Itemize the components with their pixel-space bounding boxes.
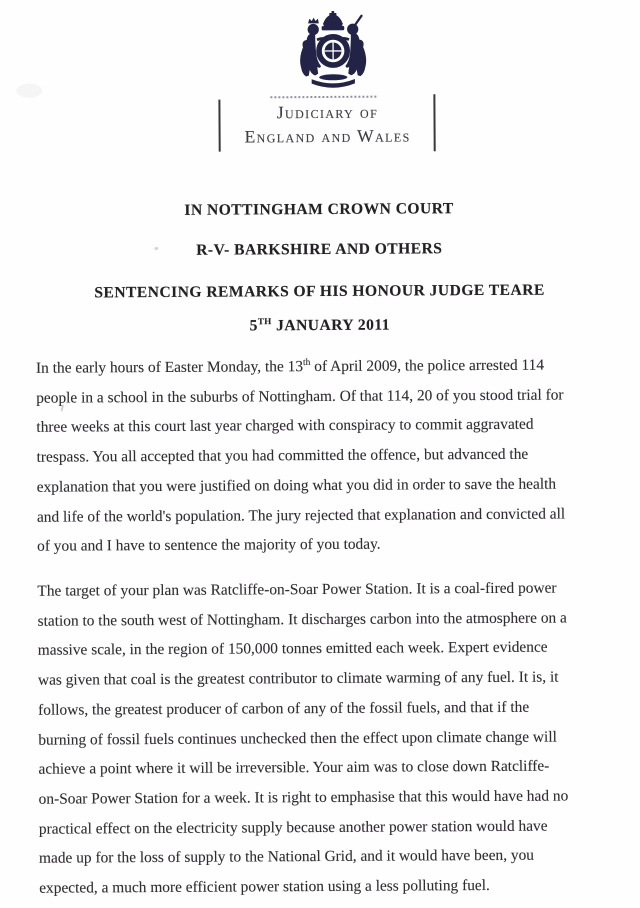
date-day: 5 — [249, 317, 258, 335]
text-line: was given that coal is the greatest contributor to climate warming of any fuel. It is, it — [37, 668, 559, 689]
date-ordinal: TH — [257, 316, 272, 327]
text-line: on-Soar Power Station for a week. It is right to emphasise that this would have had no — [38, 787, 569, 808]
text-line: of you and I have to sentence the majority of you today. — [37, 535, 381, 555]
text-line: and life of the world's population. The jury rejected that explanation and convicted all — [36, 505, 566, 526]
court-title: IN NOTTINGHAM CROWN COURT — [184, 200, 454, 219]
scan-artifact — [16, 84, 42, 98]
text-segment: of April 2009, the police arrested 114 — [310, 356, 545, 376]
case-name: R-V- BARKSHIRE AND OTHERS — [196, 240, 443, 259]
org-name-line2: England and Wales — [244, 125, 411, 147]
hearing-date — [0, 315, 640, 337]
text-line: made up for the loss of supply to the National Grid, and it would have been, you — [38, 847, 535, 868]
body-paragraph-2 — [37, 573, 614, 903]
date-rest: JANUARY 2011 — [271, 316, 391, 335]
right-bracket-divider — [433, 94, 435, 151]
text-line: massive scale, in the region of 150,000 tonnes emitted each week. Expert evidence — [37, 639, 548, 660]
remarks-title: SENTENCING REMARKS OF HIS HONOUR JUDGE TEARE — [94, 281, 545, 302]
text-line: station to the south west of Nottingham. It discharges carbon into the atmosphere on a — [37, 609, 567, 630]
text-line: explanation that you were justified on doing what you did in order to save the health — [36, 475, 557, 496]
scan-artifact — [154, 247, 158, 250]
text-line: three weeks at this court last year charged with conspiracy to commit aggravated — [36, 416, 534, 437]
text-line: practical effect on the electricity supply because another power station would have — [38, 817, 548, 838]
text-line: people in a school in the suburbs of Nottingham. Of that 114, 20 of you stood trial for — [36, 386, 564, 407]
left-bracket-divider — [218, 100, 220, 152]
org-name-line1: Judiciary of — [276, 101, 379, 123]
text-segment: In the early hours of Easter Monday, the 13 — [35, 358, 304, 377]
royal-coat-of-arms-icon — [286, 10, 381, 95]
text-line: burning of fossil fuels continues unchecked then the effect upon climate change will — [38, 728, 557, 749]
text-line: achieve a point where it will be irreversible. Your aim was to close down Ratcliffe- — [38, 757, 550, 778]
text-line: The target of your plan was Ratcliffe-on-Soar Power Station. It is a coal-fired power — [37, 579, 557, 600]
crest-dotted-divider — [270, 96, 376, 99]
org-name — [224, 99, 430, 148]
text-line: expected, a much more efficient power station using a less polluting fuel. — [39, 877, 490, 897]
body-paragraph-1 — [36, 350, 612, 561]
ordinal-superscript: th — [302, 357, 311, 368]
text-line — [36, 350, 611, 383]
text-line: follows, the greatest producer of carbon of any of the fossil fuels, and that if the — [38, 698, 530, 719]
text-line: trespass. You all accepted that you had committed the offence, but advanced the — [36, 445, 529, 466]
